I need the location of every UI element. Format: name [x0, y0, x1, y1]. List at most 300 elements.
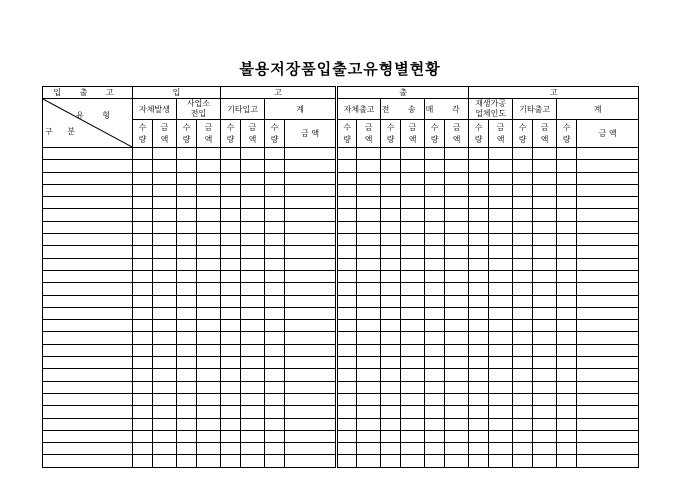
table-cell[interactable] [513, 184, 533, 196]
table-cell[interactable] [469, 369, 489, 381]
table-cell[interactable] [469, 197, 489, 209]
table-cell[interactable] [469, 344, 489, 356]
table-cell[interactable] [197, 381, 221, 393]
table-cell[interactable] [197, 184, 221, 196]
table-cell[interactable] [177, 369, 197, 381]
table-cell[interactable] [241, 332, 265, 344]
table-cell[interactable] [513, 369, 533, 381]
table-cell[interactable] [425, 357, 445, 369]
table-cell[interactable] [153, 148, 177, 160]
table-cell[interactable] [43, 357, 133, 369]
table-cell[interactable] [285, 307, 337, 319]
table-cell[interactable] [469, 455, 489, 467]
table-cell[interactable] [577, 246, 639, 258]
table-cell[interactable] [153, 320, 177, 332]
table-cell[interactable] [513, 332, 533, 344]
table-cell[interactable] [285, 209, 337, 221]
table-cell[interactable] [265, 307, 285, 319]
table-cell[interactable] [425, 369, 445, 381]
table-cell[interactable] [197, 209, 221, 221]
table-cell[interactable] [241, 221, 265, 233]
table-cell[interactable] [381, 283, 401, 295]
table-cell[interactable] [133, 270, 153, 282]
table-cell[interactable] [489, 357, 513, 369]
table-cell[interactable] [513, 234, 533, 246]
table-cell[interactable] [337, 369, 357, 381]
table-cell[interactable] [401, 221, 425, 233]
table-cell[interactable] [337, 197, 357, 209]
table-cell[interactable] [513, 443, 533, 455]
table-cell[interactable] [43, 443, 133, 455]
table-cell[interactable] [557, 406, 577, 418]
table-cell[interactable] [43, 148, 133, 160]
table-cell[interactable] [445, 221, 469, 233]
table-cell[interactable] [197, 320, 221, 332]
table-cell[interactable] [381, 295, 401, 307]
table-cell[interactable] [425, 307, 445, 319]
table-cell[interactable] [357, 148, 381, 160]
table-cell[interactable] [533, 320, 557, 332]
table-cell[interactable] [401, 418, 425, 430]
table-cell[interactable] [445, 430, 469, 442]
table-cell[interactable] [197, 344, 221, 356]
table-cell[interactable] [177, 197, 197, 209]
table-cell[interactable] [381, 184, 401, 196]
table-cell[interactable] [577, 184, 639, 196]
table-cell[interactable] [489, 381, 513, 393]
table-cell[interactable] [513, 295, 533, 307]
table-cell[interactable] [357, 320, 381, 332]
table-cell[interactable] [489, 172, 513, 184]
table-cell[interactable] [337, 344, 357, 356]
table-cell[interactable] [533, 344, 557, 356]
table-cell[interactable] [133, 332, 153, 344]
table-cell[interactable] [265, 443, 285, 455]
table-cell[interactable] [241, 443, 265, 455]
table-cell[interactable] [337, 160, 357, 172]
table-cell[interactable] [533, 246, 557, 258]
table-cell[interactable] [197, 270, 221, 282]
table-cell[interactable] [469, 184, 489, 196]
table-cell[interactable] [489, 246, 513, 258]
table-cell[interactable] [265, 332, 285, 344]
table-cell[interactable] [285, 443, 337, 455]
table-cell[interactable] [265, 455, 285, 467]
table-cell[interactable] [533, 418, 557, 430]
table-cell[interactable] [153, 381, 177, 393]
table-cell[interactable] [381, 221, 401, 233]
table-cell[interactable] [533, 283, 557, 295]
table-cell[interactable] [357, 443, 381, 455]
table-cell[interactable] [357, 406, 381, 418]
table-cell[interactable] [401, 393, 425, 405]
table-cell[interactable] [153, 344, 177, 356]
table-cell[interactable] [357, 430, 381, 442]
table-cell[interactable] [425, 381, 445, 393]
table-cell[interactable] [469, 246, 489, 258]
table-cell[interactable] [381, 344, 401, 356]
table-cell[interactable] [533, 160, 557, 172]
table-cell[interactable] [381, 270, 401, 282]
table-cell[interactable] [241, 258, 265, 270]
table-cell[interactable] [197, 393, 221, 405]
table-cell[interactable] [197, 221, 221, 233]
table-cell[interactable] [357, 283, 381, 295]
table-cell[interactable] [265, 172, 285, 184]
table-cell[interactable] [381, 320, 401, 332]
table-cell[interactable] [153, 172, 177, 184]
table-cell[interactable] [557, 381, 577, 393]
table-cell[interactable] [445, 369, 469, 381]
table-cell[interactable] [401, 320, 425, 332]
table-cell[interactable] [265, 320, 285, 332]
table-cell[interactable] [513, 357, 533, 369]
table-cell[interactable] [557, 246, 577, 258]
table-cell[interactable] [381, 455, 401, 467]
table-cell[interactable] [197, 283, 221, 295]
table-cell[interactable] [133, 455, 153, 467]
table-cell[interactable] [241, 344, 265, 356]
table-cell[interactable] [337, 270, 357, 282]
table-cell[interactable] [43, 393, 133, 405]
table-cell[interactable] [337, 295, 357, 307]
table-cell[interactable] [469, 307, 489, 319]
table-cell[interactable] [469, 443, 489, 455]
table-cell[interactable] [577, 430, 639, 442]
table-cell[interactable] [401, 209, 425, 221]
table-cell[interactable] [357, 369, 381, 381]
table-cell[interactable] [381, 234, 401, 246]
table-cell[interactable] [557, 443, 577, 455]
table-cell[interactable] [337, 443, 357, 455]
table-cell[interactable] [577, 234, 639, 246]
table-cell[interactable] [445, 332, 469, 344]
table-cell[interactable] [221, 443, 241, 455]
table-cell[interactable] [401, 332, 425, 344]
table-cell[interactable] [381, 418, 401, 430]
table-cell[interactable] [241, 307, 265, 319]
table-cell[interactable] [357, 295, 381, 307]
table-cell[interactable] [489, 258, 513, 270]
table-cell[interactable] [265, 418, 285, 430]
table-cell[interactable] [265, 344, 285, 356]
table-cell[interactable] [557, 172, 577, 184]
table-cell[interactable] [425, 246, 445, 258]
table-cell[interactable] [221, 246, 241, 258]
table-cell[interactable] [197, 172, 221, 184]
table-cell[interactable] [241, 148, 265, 160]
table-cell[interactable] [133, 320, 153, 332]
table-cell[interactable] [337, 418, 357, 430]
table-cell[interactable] [513, 430, 533, 442]
table-cell[interactable] [425, 430, 445, 442]
table-cell[interactable] [425, 148, 445, 160]
table-cell[interactable] [337, 234, 357, 246]
table-cell[interactable] [241, 295, 265, 307]
table-cell[interactable] [177, 393, 197, 405]
table-cell[interactable] [401, 369, 425, 381]
table-cell[interactable] [357, 184, 381, 196]
table-cell[interactable] [533, 307, 557, 319]
table-cell[interactable] [133, 418, 153, 430]
table-cell[interactable] [425, 332, 445, 344]
table-cell[interactable] [177, 344, 197, 356]
table-cell[interactable] [265, 258, 285, 270]
table-cell[interactable] [513, 148, 533, 160]
table-cell[interactable] [177, 246, 197, 258]
table-cell[interactable] [197, 430, 221, 442]
table-cell[interactable] [337, 430, 357, 442]
table-cell[interactable] [513, 270, 533, 282]
table-cell[interactable] [489, 234, 513, 246]
table-cell[interactable] [469, 234, 489, 246]
table-cell[interactable] [337, 221, 357, 233]
table-cell[interactable] [153, 455, 177, 467]
table-cell[interactable] [489, 455, 513, 467]
table-cell[interactable] [357, 357, 381, 369]
table-cell[interactable] [285, 148, 337, 160]
table-cell[interactable] [285, 246, 337, 258]
table-cell[interactable] [221, 283, 241, 295]
table-cell[interactable] [489, 160, 513, 172]
table-cell[interactable] [401, 295, 425, 307]
table-cell[interactable] [489, 430, 513, 442]
table-cell[interactable] [577, 221, 639, 233]
table-cell[interactable] [43, 369, 133, 381]
table-cell[interactable] [265, 209, 285, 221]
table-cell[interactable] [533, 357, 557, 369]
table-cell[interactable] [489, 307, 513, 319]
table-cell[interactable] [285, 320, 337, 332]
table-cell[interactable] [533, 443, 557, 455]
table-cell[interactable] [533, 209, 557, 221]
table-cell[interactable] [577, 295, 639, 307]
table-cell[interactable] [153, 307, 177, 319]
table-cell[interactable] [265, 393, 285, 405]
table-cell[interactable] [445, 320, 469, 332]
table-cell[interactable] [177, 209, 197, 221]
table-cell[interactable] [401, 406, 425, 418]
table-cell[interactable] [285, 357, 337, 369]
table-cell[interactable] [241, 197, 265, 209]
table-cell[interactable] [381, 148, 401, 160]
table-cell[interactable] [577, 320, 639, 332]
table-cell[interactable] [241, 234, 265, 246]
table-cell[interactable] [221, 332, 241, 344]
table-cell[interactable] [401, 160, 425, 172]
table-cell[interactable] [177, 443, 197, 455]
table-cell[interactable] [43, 332, 133, 344]
table-cell[interactable] [153, 369, 177, 381]
table-cell[interactable] [43, 455, 133, 467]
table-cell[interactable] [197, 197, 221, 209]
table-cell[interactable] [445, 381, 469, 393]
table-cell[interactable] [265, 234, 285, 246]
table-cell[interactable] [221, 418, 241, 430]
table-cell[interactable] [401, 148, 425, 160]
table-cell[interactable] [337, 406, 357, 418]
table-cell[interactable] [265, 148, 285, 160]
table-cell[interactable] [557, 430, 577, 442]
table-cell[interactable] [533, 270, 557, 282]
table-cell[interactable] [401, 197, 425, 209]
table-cell[interactable] [337, 246, 357, 258]
table-cell[interactable] [133, 172, 153, 184]
table-cell[interactable] [469, 381, 489, 393]
table-cell[interactable] [285, 332, 337, 344]
table-cell[interactable] [557, 357, 577, 369]
table-cell[interactable] [381, 246, 401, 258]
table-cell[interactable] [265, 184, 285, 196]
table-cell[interactable] [337, 258, 357, 270]
table-cell[interactable] [357, 221, 381, 233]
table-cell[interactable] [425, 344, 445, 356]
table-cell[interactable] [241, 455, 265, 467]
table-cell[interactable] [469, 430, 489, 442]
table-cell[interactable] [285, 369, 337, 381]
table-cell[interactable] [265, 270, 285, 282]
table-cell[interactable] [513, 258, 533, 270]
table-cell[interactable] [401, 443, 425, 455]
table-cell[interactable] [133, 209, 153, 221]
table-cell[interactable] [221, 172, 241, 184]
table-cell[interactable] [133, 160, 153, 172]
table-cell[interactable] [337, 283, 357, 295]
table-cell[interactable] [357, 270, 381, 282]
table-cell[interactable] [241, 160, 265, 172]
table-cell[interactable] [557, 455, 577, 467]
table-cell[interactable] [153, 221, 177, 233]
table-cell[interactable] [357, 258, 381, 270]
table-cell[interactable] [153, 357, 177, 369]
table-cell[interactable] [197, 406, 221, 418]
table-cell[interactable] [577, 209, 639, 221]
table-cell[interactable] [177, 184, 197, 196]
table-cell[interactable] [177, 320, 197, 332]
table-cell[interactable] [513, 320, 533, 332]
table-cell[interactable] [133, 197, 153, 209]
table-cell[interactable] [381, 209, 401, 221]
table-cell[interactable] [513, 197, 533, 209]
table-cell[interactable] [357, 246, 381, 258]
table-cell[interactable] [557, 209, 577, 221]
table-cell[interactable] [469, 221, 489, 233]
table-cell[interactable] [557, 320, 577, 332]
table-cell[interactable] [221, 221, 241, 233]
table-cell[interactable] [153, 184, 177, 196]
table-cell[interactable] [241, 430, 265, 442]
table-cell[interactable] [425, 184, 445, 196]
table-cell[interactable] [557, 332, 577, 344]
table-cell[interactable] [469, 320, 489, 332]
table-cell[interactable] [557, 148, 577, 160]
table-cell[interactable] [533, 148, 557, 160]
table-cell[interactable] [425, 160, 445, 172]
table-cell[interactable] [153, 197, 177, 209]
table-cell[interactable] [241, 209, 265, 221]
table-cell[interactable] [533, 393, 557, 405]
table-cell[interactable] [381, 172, 401, 184]
table-cell[interactable] [177, 430, 197, 442]
table-cell[interactable] [557, 307, 577, 319]
table-cell[interactable] [177, 148, 197, 160]
table-cell[interactable] [133, 381, 153, 393]
table-cell[interactable] [445, 148, 469, 160]
table-cell[interactable] [177, 295, 197, 307]
table-cell[interactable] [153, 332, 177, 344]
table-cell[interactable] [469, 172, 489, 184]
table-cell[interactable] [357, 344, 381, 356]
table-cell[interactable] [469, 283, 489, 295]
table-cell[interactable] [133, 369, 153, 381]
table-cell[interactable] [577, 332, 639, 344]
table-cell[interactable] [133, 393, 153, 405]
table-cell[interactable] [557, 197, 577, 209]
table-cell[interactable] [177, 160, 197, 172]
table-cell[interactable] [133, 344, 153, 356]
table-cell[interactable] [153, 258, 177, 270]
table-cell[interactable] [221, 295, 241, 307]
table-cell[interactable] [513, 455, 533, 467]
table-cell[interactable] [445, 160, 469, 172]
table-cell[interactable] [513, 160, 533, 172]
table-cell[interactable] [221, 430, 241, 442]
table-cell[interactable] [153, 283, 177, 295]
table-cell[interactable] [445, 295, 469, 307]
table-cell[interactable] [285, 172, 337, 184]
table-cell[interactable] [489, 221, 513, 233]
table-cell[interactable] [221, 258, 241, 270]
table-cell[interactable] [489, 369, 513, 381]
table-cell[interactable] [489, 148, 513, 160]
table-cell[interactable] [265, 295, 285, 307]
table-cell[interactable] [513, 344, 533, 356]
table-cell[interactable] [381, 197, 401, 209]
table-cell[interactable] [577, 344, 639, 356]
table-cell[interactable] [557, 418, 577, 430]
table-cell[interactable] [337, 455, 357, 467]
table-cell[interactable] [557, 160, 577, 172]
table-cell[interactable] [533, 234, 557, 246]
table-cell[interactable] [197, 357, 221, 369]
table-cell[interactable] [469, 258, 489, 270]
table-cell[interactable] [177, 172, 197, 184]
table-cell[interactable] [425, 295, 445, 307]
table-cell[interactable] [43, 197, 133, 209]
table-cell[interactable] [153, 209, 177, 221]
table-cell[interactable] [133, 148, 153, 160]
table-cell[interactable] [285, 393, 337, 405]
table-cell[interactable] [357, 209, 381, 221]
table-cell[interactable] [43, 307, 133, 319]
table-cell[interactable] [513, 246, 533, 258]
table-cell[interactable] [133, 246, 153, 258]
table-cell[interactable] [43, 283, 133, 295]
table-cell[interactable] [197, 148, 221, 160]
table-cell[interactable] [381, 258, 401, 270]
table-cell[interactable] [133, 406, 153, 418]
table-cell[interactable] [533, 455, 557, 467]
table-cell[interactable] [177, 406, 197, 418]
table-cell[interactable] [221, 160, 241, 172]
table-cell[interactable] [381, 406, 401, 418]
table-cell[interactable] [577, 369, 639, 381]
table-cell[interactable] [241, 320, 265, 332]
table-cell[interactable] [197, 332, 221, 344]
table-cell[interactable] [221, 184, 241, 196]
table-cell[interactable] [357, 393, 381, 405]
table-cell[interactable] [43, 320, 133, 332]
